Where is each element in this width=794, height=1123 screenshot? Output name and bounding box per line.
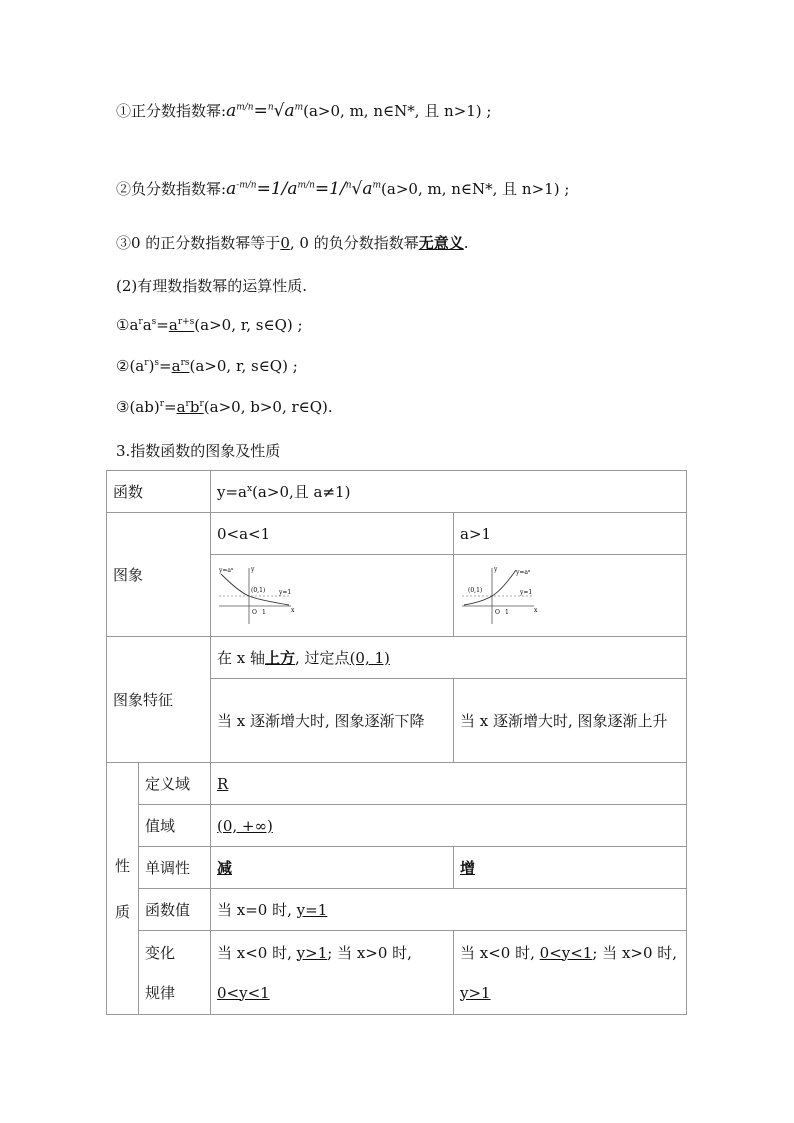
svg-text:y=ax: $y=a^x$ [516,567,531,576]
change-label: 变化 规律 [139,931,211,1015]
r2a: ②(a [116,357,145,375]
func-header: 函数 [107,471,211,513]
above-axis-cell: 在 x 轴上方, 过定点(0, 1) [211,637,687,679]
svg-text:y=1: y=1 [279,588,292,596]
r2c: ) [148,357,155,375]
r2g: rs [180,358,190,368]
case1: 0<a<1 [211,513,454,555]
svg-text:(0,1): (0,1) [468,586,483,594]
r1f: a [168,316,178,334]
svg-text:y=1: y=1 [520,588,533,596]
svg-text:y=ax: $y=a^x$ [219,565,234,574]
r2b: r [144,358,149,368]
negative-fraction-exponent-line [116,178,569,199]
r3b: r [159,399,165,409]
svg-text:O: O [252,608,257,616]
case2: a>1 [454,513,687,555]
graph-header: 图象 [107,513,211,637]
svg-text:1: 1 [505,608,509,616]
decreasing-graph-svg [217,562,297,626]
zero-a: ③0 的正分数指数幂等于 [116,234,281,252]
svg-text:x: x [291,606,295,614]
properties-header: 性 质 [107,763,139,1015]
rules-heading: (2)有理数指数幂的运算性质. [116,277,308,295]
domain-value: R [211,763,687,805]
range-value: (0, +∞) [211,805,687,847]
feature-decreasing: 当 x 逐渐增大时, 图象逐渐下降 [211,679,454,763]
r1h: (a>0, r, s∈Q) ; [194,316,303,334]
zero-b: , 0 的负分数指数幂 [289,234,419,252]
r3h: (a>0, b>0, r∈Q). [203,398,333,416]
features-header: 图象特征 [107,637,211,763]
monotonicity-label: 单调性 [139,847,211,889]
increasing-graph-svg [460,562,540,626]
r1e: = [156,316,169,334]
r3a: ③(ab) [116,398,160,416]
r3e: r [185,399,190,409]
r1d: s [151,317,157,327]
section-title: 3.指数函数的图象及性质 [116,442,281,460]
graph-increasing [454,555,687,637]
neg-formula: $a^{-m/n}=1/a^{m/n}=1/^n√a^m$ [226,179,382,199]
r3c: = [164,398,177,416]
r1g: r+s [177,317,195,327]
exponential-function-table [106,470,687,1015]
zero-exponent-line [116,232,469,253]
mono-decreasing: 减 [211,847,454,889]
pos-cond: (a>0, m, n∈N*, 且 n>1) ; [303,102,492,120]
r1b: r [138,317,143,327]
r2h: (a>0, r, s∈Q) ; [189,357,298,375]
r3g: r [199,399,204,409]
svg-text:x: x [534,606,538,614]
feature-increasing: 当 x 逐渐增大时, 图象逐渐上升 [454,679,687,763]
change-increasing: 当 x<0 时, 0<y<1; 当 x>0 时, y>1 [454,931,687,1015]
svg-text:y: y [251,565,255,573]
zero-c: 无意义 [418,234,464,252]
pos-prefix: ①正分数指数幂: [116,102,227,120]
r3f: b [189,398,200,416]
function-value-cell: 当 x=0 时, y=1 [211,889,687,931]
change-decreasing: 当 x<0 时, y>1; 当 x>0 时, 0<y<1 [211,931,454,1015]
rule-3 [116,398,333,416]
r2f: a [171,357,181,375]
rule-1 [116,316,303,334]
range-label: 值域 [139,805,211,847]
zero-u: 0 [280,234,290,252]
svg-text:O: O [495,608,500,616]
r2d: s [154,358,160,368]
function-value-label: 函数值 [139,889,211,931]
zero-d: . [463,234,469,252]
r1a: ①a [116,316,139,334]
svg-text:(0,1): (0,1) [251,586,266,594]
mono-increasing: 增 [454,847,687,889]
neg-prefix: ②负分数指数幂: [116,180,227,198]
neg-cond: (a>0, m, n∈N*, 且 n>1) ; [381,180,570,198]
svg-text:1: 1 [262,608,266,616]
positive-fraction-exponent-line [116,100,491,121]
r1c: a [142,316,152,334]
r2e: = [159,357,172,375]
func-cell: $y=a^x(a>0$,且 a≠1) [211,471,687,513]
rule-2 [116,357,298,375]
pos-formula: $a^{m/n}=^n√a^m$ [226,101,304,121]
svg-text:y: y [494,565,498,573]
domain-label: 定义域 [139,763,211,805]
r3d: a [176,398,186,416]
graph-decreasing [211,555,454,637]
